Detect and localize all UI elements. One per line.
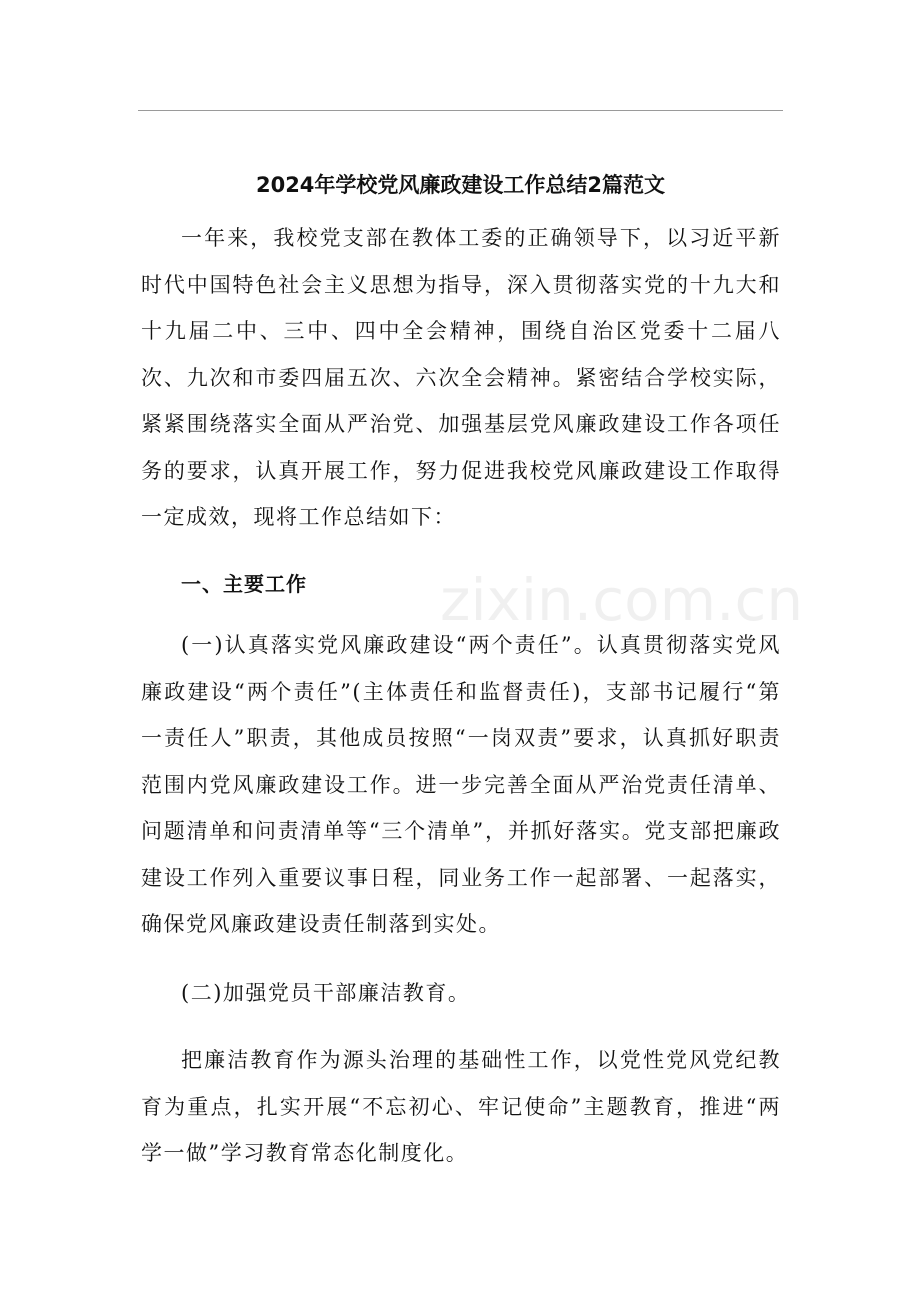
watermark-text: zixin.com.cn xyxy=(440,566,804,634)
header-rule xyxy=(138,110,783,111)
item-1-paragraph: (一)认真落实党风廉政建设“两个责任”。认真贯彻落实党风廉政建设“两个责任”(主体责任和监督责任)，支部书记履行“第一责任人”职责，其他成员按照“一岗双责”要求，认真抓好职责范围内党风廉政建设工作。进一步完善全面从严治党责任清单、问题清单和问责清单等“三个清单”，并抓好落实。党支部把廉政建设工作列入重要议事日程，同业务工作一起部署、一起落实，确保党风廉政建设责任制落到实处。 xyxy=(141,633,781,936)
item-2-heading: (二)加强党员干部廉洁教育。 xyxy=(181,981,471,1005)
section-heading-main-work: 一、主要工作 xyxy=(181,572,307,596)
document-title: 2024年学校党风廉政建设工作总结2篇范文 xyxy=(255,173,666,197)
item-2-body-paragraph: 把廉洁教育作为源头治理的基础性工作，以党性党风党纪教育为重点，扎实开展“不忘初心、牢记使命”主题教育，推进“两学一做”学习教育常态化制度化。 xyxy=(141,1048,781,1165)
intro-paragraph: 一年来，我校党支部在教体工委的正确领导下，以习近平新时代中国特色社会主义思想为指导，深入贯彻落实党的十九大和十九届二中、三中、四中全会精神，围绕自治区党委十二届八次、九次和市委四届五次、六次全会精神。紧密结合学校实际，紧紧围绕落实全面从严治党、加强基层党风廉政建设工作各项任务的要求，认真开展工作，努力促进我校党风廉政建设工作取得一定成效，现将工作总结如下： xyxy=(141,226,781,529)
